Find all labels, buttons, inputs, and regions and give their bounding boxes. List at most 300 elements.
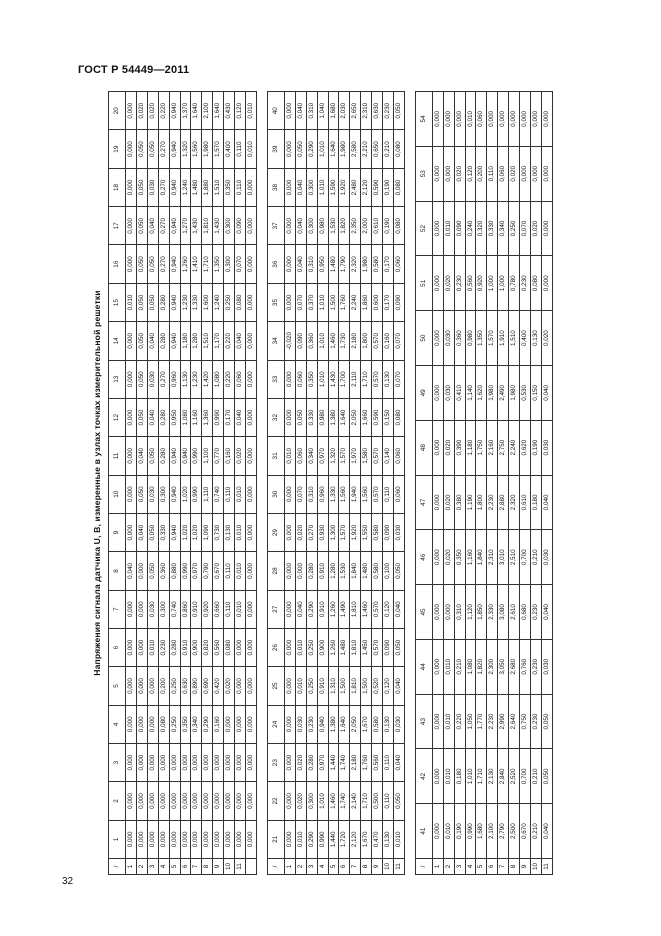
table-cell: 0,090 [295,322,306,360]
table-cell: 2,030 [339,92,350,130]
table-cell: 1,590 [328,168,339,206]
table-cell: 1,410 [191,245,202,283]
table-cell: 0,110 [235,168,246,206]
table-cell: 0,160 [383,322,394,360]
table-cell: 1,790 [339,245,350,283]
table-cell: 0,000 [284,628,295,666]
table-cell: 0,000 [443,146,454,201]
table-cell: 0,000 [284,283,295,321]
table-cell: 1,430 [191,207,202,245]
row-label: 3 [306,859,317,875]
table-cell: 0,130 [383,820,394,858]
table-cell: 0,280 [158,283,169,321]
table-cell: 0,000 [191,782,202,820]
table-cell: 1,570 [339,513,350,551]
table-cell: 0,990 [317,820,328,858]
row-label: 6 [487,859,498,875]
table-cell: 0,030 [443,311,454,366]
row-label: 3 [147,859,158,875]
table-cell: 0,360 [158,552,169,590]
table-cell: 0,000 [245,283,256,321]
table-cell: 1,810 [202,207,213,245]
table-cell: 0,740 [169,590,180,628]
table-cell: 0,010 [284,437,295,475]
table-cell: 0,210 [531,530,542,585]
table-cell: 3,010 [498,530,509,585]
table-cell: 0,180 [454,749,465,804]
table-cell: 0,000 [158,782,169,820]
table-row [158,92,169,875]
table-cell: 1,010 [317,782,328,820]
table-cell: 2,120 [361,168,372,206]
table-cell: 0,300 [224,207,235,245]
table-cell: 0,000 [202,743,213,781]
table-cell: 0,000 [432,804,443,859]
table-cell: 0,020 [443,256,454,311]
table-cell: 0,010 [443,639,454,694]
table-row [383,92,394,875]
table-cell: 1,480 [328,245,339,283]
table-cell: 0,290 [202,705,213,743]
table-cell: 0,000 [136,743,147,781]
table-cell: 1,480 [361,552,372,590]
table-cell: 3,050 [498,639,509,694]
table-cell: 0,910 [191,590,202,628]
table-cell: 1,620 [476,365,487,420]
table-cell: 0,030 [443,365,454,420]
table-cell: 0,000 [245,552,256,590]
table-cell: 0,050 [295,398,306,436]
table-cell: 2,100 [202,92,213,130]
table-cell: 0,280 [306,743,317,781]
table-cell: 0,980 [465,311,476,366]
table-cell: 1,560 [191,130,202,168]
row-label: 1 [284,859,295,875]
table-row [224,92,235,875]
row-label: 5 [328,859,339,875]
table-cell: 0,230 [306,705,317,743]
table-cell: 0,000 [432,365,443,420]
column-header: 29 [267,513,284,551]
column-header: 14 [109,322,126,360]
table-cell: 1,260 [328,590,339,628]
table-cell: 1,020 [191,513,202,551]
table-cell: 2,480 [350,168,361,206]
table-cell: 0,000 [284,820,295,858]
table-cell: 1,080 [213,360,224,398]
table-cell: 0,330 [487,201,498,256]
table-cell: 0,050 [136,322,147,360]
table-cell: 1,530 [328,207,339,245]
row-label: 11 [235,859,246,875]
table-cell: 0,580 [372,245,383,283]
table-cell: 1,020 [180,475,191,513]
table-cell: 0,560 [465,256,476,311]
table-cell: 1,160 [465,530,476,585]
table-cell: 0,000 [284,513,295,551]
table-row [306,92,317,875]
table-cell: 0,060 [393,475,404,513]
table-cell: 0,230 [454,256,465,311]
table-cell: 0,030 [541,639,552,694]
table-cell: 0,170 [383,283,394,321]
table-cell: 0,000 [245,168,256,206]
table-cell: 0,020 [295,782,306,820]
table-cell: 2,310 [487,530,498,585]
table-cell: 0,010 [295,820,306,858]
table-cell: 0,020 [224,667,235,705]
table-cell: 1,820 [339,207,350,245]
table-cell: 0,820 [202,628,213,666]
table-cell: 0,340 [191,705,202,743]
table-cell: 1,760 [339,283,350,321]
table-cell: 1,130 [180,360,191,398]
row-label: 7 [498,859,509,875]
table-cell: 0,200 [476,146,487,201]
table-cell: 0,700 [520,530,531,585]
table-cell: 0,010 [235,475,246,513]
table-cell: 1,010 [317,130,328,168]
table-cell: 1,460 [328,782,339,820]
table-cell: 0,080 [224,628,235,666]
table-gap [257,91,267,875]
table-cell: 0,050 [147,283,158,321]
row-label: 7 [191,859,202,875]
table-row [393,92,404,875]
table-row [498,92,509,875]
data-table-3 [415,91,553,875]
table-cell: 0,040 [136,437,147,475]
table-cell: 0,630 [180,667,191,705]
table-cell: 0,530 [520,365,531,420]
table-cell: 0,210 [531,749,542,804]
table-cell: 0,120 [235,92,246,130]
row-label: 8 [509,859,520,875]
table-cell: 2,750 [498,420,509,475]
table-cell: 0,050 [136,207,147,245]
table-cell: 0,000 [432,530,443,585]
table-cell: 2,160 [487,420,498,475]
column-header: 22 [267,782,284,820]
table-cell: 0,000 [136,782,147,820]
table-cell: 0,020 [454,146,465,201]
table-cell: 0,000 [245,245,256,283]
table-cell: 0,940 [169,130,180,168]
table-cell: 0,000 [180,743,191,781]
table-cell: 1,600 [202,283,213,321]
table-cell: 0,010 [126,283,137,321]
table-cell: 0,030 [541,420,552,475]
table-cell: 0,520 [372,667,383,705]
table-cell: 0,050 [136,168,147,206]
table-cell: 0,010 [443,804,454,859]
table-cell: 0,130 [383,360,394,398]
table-cell: 0,190 [531,420,542,475]
table-cell: 0,300 [306,168,317,206]
table-cell: 0,020 [509,146,520,201]
table-row [295,92,306,875]
row-label: 7 [350,859,361,875]
table-cell: 1,100 [202,437,213,475]
table-cell: 1,350 [213,245,224,283]
table-cell: 0,050 [541,749,552,804]
table-cell: 0,280 [158,322,169,360]
table-cell: 1,770 [476,694,487,749]
table-cell: 1,440 [328,820,339,858]
table-cell: 1,120 [465,585,476,640]
table-cell: 0,290 [306,590,317,628]
table-cell: 2,140 [350,782,361,820]
table-cell: 0,980 [317,398,328,436]
table-cell: 0,110 [383,743,394,781]
table-cell: 0,000 [136,590,147,628]
table-cell: 1,510 [509,311,520,366]
table-cell: 1,280 [191,322,202,360]
table-cell: 1,530 [339,552,350,590]
table-row [235,92,246,875]
table-cell: 0,000 [169,820,180,858]
table-cell: 0,780 [509,256,520,311]
table-cell: 0,000 [284,168,295,206]
table-cell: 0,000 [147,743,158,781]
table-cell: 0,900 [191,628,202,666]
column-header: 3 [109,743,126,781]
table-cell: 0,330 [306,398,317,436]
column-header: 30 [267,475,284,513]
table-cell: 1,550 [361,513,372,551]
table-cell: 0,000 [235,705,246,743]
table-cell: 2,000 [361,207,372,245]
table-cell: 0,000 [235,782,246,820]
table-cell: 0,040 [295,92,306,130]
table-cell: 0,070 [295,283,306,321]
table-cell: 0,990 [191,437,202,475]
row-label: 4 [465,859,476,875]
column-header: 1 [109,820,126,858]
table-cell: 0,000 [432,201,443,256]
table-cell: 1,310 [328,667,339,705]
table-cell: 0,910 [317,667,328,705]
table-cell: 1,980 [339,130,350,168]
row-label: 2 [136,859,147,875]
table-cell: 3,080 [498,585,509,640]
row-label [245,859,256,875]
table-cell: 0,590 [372,168,383,206]
table-cell: 0,310 [306,92,317,130]
row-label: 9 [372,859,383,875]
corner-cell: / [267,859,284,875]
table-cell: 2,500 [509,804,520,859]
table-row [213,92,224,875]
table-row [432,92,443,875]
table-cell: 0,010 [245,130,256,168]
row-label: 9 [520,859,531,875]
table-cell: 0,090 [235,207,246,245]
table-cell: 1,050 [465,694,476,749]
table-cell: 0,040 [126,552,137,590]
table-cell: 1,840 [350,552,361,590]
table-cell: 0,190 [454,804,465,859]
table-cell: 0,250 [306,667,317,705]
column-header: 26 [267,628,284,666]
table-cell: 2,110 [350,360,361,398]
table-cell: 1,040 [317,92,328,130]
table-cell: 0,020 [295,743,306,781]
table-cell: 0,310 [306,245,317,283]
table-cell: 1,140 [465,365,476,420]
table-cell: 0,030 [393,513,404,551]
table-cell: 0,220 [224,360,235,398]
table-cell: 0,030 [541,530,552,585]
table-cell: 0,000 [245,513,256,551]
table-cell: 2,840 [498,749,509,804]
table-cell: 0,170 [383,245,394,283]
table-cell: 0,000 [284,743,295,781]
table-cell: 0,380 [454,475,465,530]
table-cell: 0,000 [284,705,295,743]
table-cell: 0,000 [126,628,137,666]
table-cell: 0,730 [213,513,224,551]
column-header: 24 [267,705,284,743]
table-cell: 0,000 [126,245,137,283]
column-header: 45 [415,585,432,640]
table-cell: 0,000 [158,820,169,858]
column-header: 19 [109,130,126,168]
column-header: 53 [415,146,432,201]
row-label: 6 [339,859,350,875]
table-row [328,92,339,875]
table-cell: 0,370 [306,283,317,321]
table-cell: 1,450 [361,628,372,666]
table-cell: 0,160 [213,705,224,743]
table-cell: 0,000 [284,475,295,513]
table-cell: 0,250 [509,201,520,256]
table-cell: 0,010 [235,513,246,551]
table-cell: 0,000 [245,820,256,858]
row-label: 1 [126,859,137,875]
table-cell: 0,330 [158,513,169,551]
table-cell: 0,020 [531,201,542,256]
table-cell: 0,250 [169,705,180,743]
table-cell: 0,270 [158,207,169,245]
table-cell: 0,940 [169,513,180,551]
table-cell: 0,990 [213,398,224,436]
table-cell: 0,000 [191,743,202,781]
table-cell: 1,710 [361,782,372,820]
row-label: 8 [202,859,213,875]
table-cell: 0,070 [393,360,404,398]
table-cell: 0,300 [224,245,235,283]
column-header: 20 [109,92,126,130]
table-cell: 0,880 [169,552,180,590]
table-cell: 0,770 [213,437,224,475]
table-cell: 0,000 [180,782,191,820]
table-cell: 0,000 [245,667,256,705]
table-cell: -0,020 [284,322,295,360]
table-cell: 0,110 [224,552,235,590]
table-cell: 0,350 [454,530,465,585]
table-cell: 1,320 [180,130,191,168]
table-cell: 0,970 [191,552,202,590]
table-cell: 1,800 [361,322,372,360]
table-cell: 0,130 [383,705,394,743]
table-cell: 0,570 [372,590,383,628]
table-cell: 0,570 [372,437,383,475]
table-cell: 1,270 [180,207,191,245]
row-label: 2 [295,859,306,875]
table-cell: 1,010 [317,283,328,321]
table-cell: 0,000 [224,705,235,743]
table-cell: 1,430 [328,360,339,398]
row-label: 10 [383,859,394,875]
column-header: 17 [109,207,126,245]
column-header: 46 [415,530,432,585]
table-cell: 2,640 [509,694,520,749]
table-cell: 0,360 [454,311,465,366]
row-label: 11 [541,859,552,875]
row-label: 1 [432,859,443,875]
table-cell: 0,010 [443,749,454,804]
table-cell: 1,080 [180,398,191,436]
table-cell: 0,000 [158,743,169,781]
table-cell: 0,940 [169,437,180,475]
table-cell: 0,400 [224,130,235,168]
column-header: 12 [109,398,126,436]
table-cell: 0,040 [147,207,158,245]
table-cell: 1,330 [328,475,339,513]
column-header: 42 [415,749,432,804]
table-cell: 0,910 [317,552,328,590]
table-cell: 2,100 [487,804,498,859]
column-header: 2 [109,782,126,820]
table-row [147,92,158,875]
table-cell: 0,000 [235,667,246,705]
table-cell: 1,560 [339,475,350,513]
column-header: 23 [267,743,284,781]
column-header: 11 [109,437,126,475]
column-header: 54 [415,92,432,147]
table-cell: 0,000 [284,782,295,820]
table-cell: 2,610 [509,585,520,640]
header-row [267,92,284,875]
table-cell: 0,050 [136,360,147,398]
table-cell: 0,190 [383,207,394,245]
table-cell: 2,240 [350,283,361,321]
table-cell: 0,060 [295,360,306,398]
table-cell: 0,020 [136,92,147,130]
table-cell: 0,010 [235,590,246,628]
column-header: 25 [267,667,284,705]
table-cell: 0,030 [295,705,306,743]
table-cell: 0,110 [224,475,235,513]
table-cell: 0,280 [158,398,169,436]
table-cell: 0,790 [202,552,213,590]
table-cell: 0,000 [126,820,137,858]
table-cell: 0,050 [393,782,404,820]
data-table-1 [108,91,257,875]
table-cell: 1,660 [361,398,372,436]
table-cell: 1,500 [328,283,339,321]
table-cell: 0,350 [224,168,235,206]
table-cell: 0,000 [245,628,256,666]
table-cell: 0,000 [487,92,498,147]
table-cell: 0,000 [432,585,443,640]
table-cell: 0,040 [295,168,306,206]
table-cell: 0,140 [383,437,394,475]
table-cell: 1,240 [180,168,191,206]
table-cell: 1,260 [328,628,339,666]
table-cell: 0,340 [306,437,317,475]
